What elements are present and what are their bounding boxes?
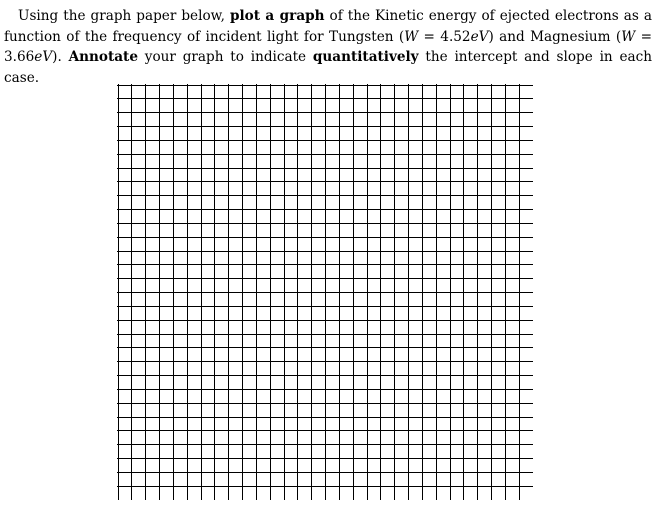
question-text-5: your graph to indicate [138,49,313,65]
question-bold-annotate: Annotate [68,49,138,65]
tungsten-w-unit: eV [470,28,489,45]
question-text-4: ). [52,49,69,65]
magnesium-w-unit: eV [34,49,53,65]
question-text-2: of the Kinetic energy of ejected electrons as a function of the frequency of incident light for Tungsten ( [4,8,652,45]
graph-paper[interactable] [117,84,533,500]
question-bold-quantitatively: quantitatively [312,49,419,65]
question-paragraph [4,6,652,88]
magnesium-w-value: = 3.66 [4,28,652,65]
question-text-1: Using the graph paper below, [18,8,230,24]
question-bold-plot-a-graph: plot a graph [229,8,325,24]
magnesium-w-variable: W [621,28,636,45]
tungsten-w-value: = 4.52 [418,28,471,45]
graph-paper-grid [117,84,533,500]
question-text-6: the intercept and slope in each case. [4,49,653,86]
question-text [4,6,652,88]
tungsten-w-variable: W [404,28,419,45]
question-text-3: ) and Magnesium ( [488,28,622,45]
